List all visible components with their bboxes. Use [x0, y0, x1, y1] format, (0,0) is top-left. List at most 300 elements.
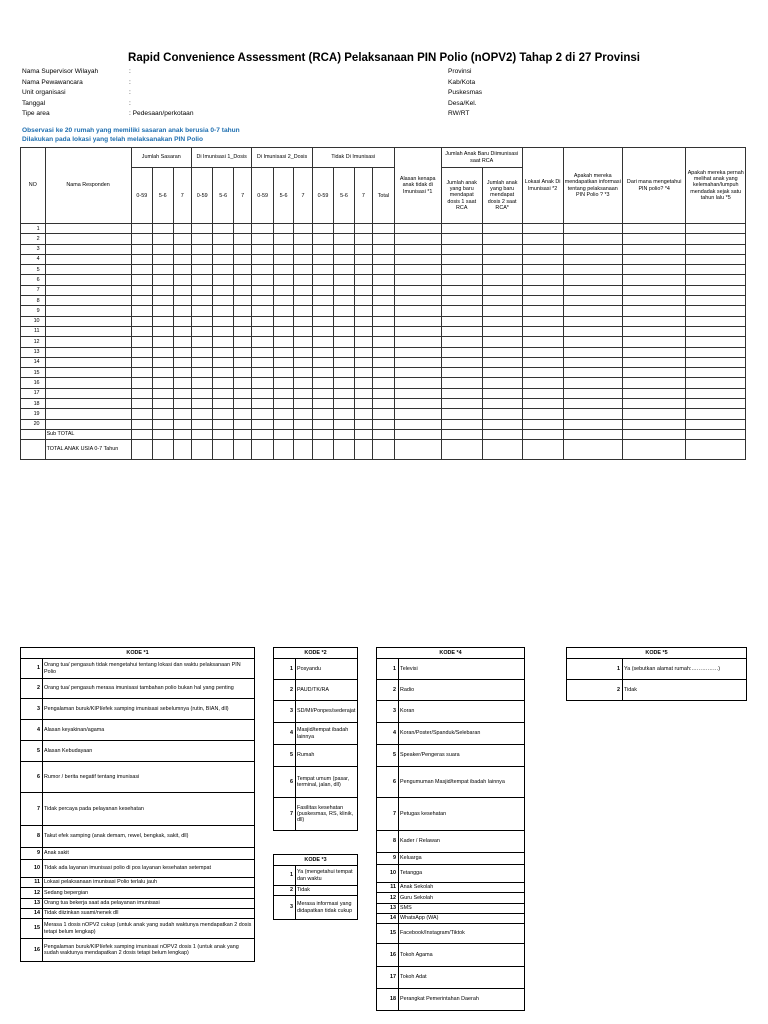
data-cell: [354, 337, 372, 347]
data-cell: [233, 275, 251, 285]
kode-item-text: Orang tua/ pengasuh tidak mengetahui tentang lokasi dan waktu pelaksanaan PIN Polio: [43, 659, 255, 679]
data-cell: [191, 306, 213, 316]
data-cell: [394, 439, 441, 459]
kode-item-text: Facebook/Instagram/Tiktok: [399, 924, 525, 944]
kode-item-text: Sedang bepergian: [43, 888, 255, 899]
data-cell: [294, 429, 312, 439]
data-cell: [441, 347, 482, 357]
data-cell: [45, 306, 131, 316]
data-cell: [294, 285, 312, 295]
data-cell: [252, 275, 274, 285]
data-cell: [213, 347, 233, 357]
table-row: [21, 357, 746, 367]
kode1-table: [20, 647, 255, 962]
data-cell: [394, 275, 441, 285]
data-cell: [354, 439, 372, 459]
data-cell: [153, 388, 173, 398]
data-cell: [233, 265, 251, 275]
data-cell: [131, 388, 153, 398]
data-cell: [686, 296, 746, 306]
data-cell: [354, 399, 372, 409]
kode-item-text: Takut efek samping (anak demam, rewel, bengkak, sakit, dll): [43, 826, 255, 848]
header-field-right: Desa/Kel.: [448, 99, 477, 107]
data-cell: [373, 296, 395, 306]
data-cell: [213, 399, 233, 409]
kode-item-row: [377, 914, 525, 924]
data-cell: [131, 254, 153, 264]
data-cell: [233, 296, 251, 306]
data-cell: [153, 275, 173, 285]
kode-item-row: [21, 899, 255, 909]
data-cell: [394, 326, 441, 336]
data-cell: [622, 306, 685, 316]
kode-item-row: [274, 767, 358, 798]
header-nama-responden: Nama Responden: [45, 148, 131, 224]
data-cell: [394, 419, 441, 429]
kode-item-row: [274, 659, 358, 680]
kode-item-row: [377, 659, 525, 680]
data-cell: [622, 265, 685, 275]
data-cell: [441, 378, 482, 388]
data-cell: [312, 347, 334, 357]
kode-item-text: Orang tua bekerja saat ada pelayanan imunisasi: [43, 899, 255, 909]
kode-item-row: [567, 659, 747, 680]
data-cell: [686, 285, 746, 295]
header-no: NO: [21, 148, 46, 224]
data-cell: [173, 388, 191, 398]
data-cell: [622, 275, 685, 285]
data-cell: [294, 368, 312, 378]
data-cell: [354, 296, 372, 306]
data-cell: [482, 316, 522, 326]
data-cell: [622, 409, 685, 419]
kode-title: KODE *2: [274, 648, 358, 659]
data-cell: [394, 368, 441, 378]
data-cell: [686, 265, 746, 275]
data-cell: [441, 409, 482, 419]
data-cell: [273, 254, 293, 264]
assessment-table: [20, 147, 746, 460]
header-baru-dosis2: Jumlah anak yang baru mendapat dosis 2 saat RCA*: [482, 168, 522, 224]
data-cell: [522, 316, 563, 326]
data-cell: [482, 347, 522, 357]
data-cell: [686, 388, 746, 398]
kode-item-text: Radio: [399, 680, 525, 701]
data-cell: [45, 275, 131, 285]
table-row: [21, 378, 746, 388]
data-cell: [191, 347, 213, 357]
data-cell: [131, 326, 153, 336]
kode-item-number: 2: [377, 680, 399, 701]
data-cell: [191, 419, 213, 429]
kode-item-number: 15: [377, 924, 399, 944]
data-cell: [233, 306, 251, 316]
data-cell: [153, 326, 173, 336]
kode-item-number: 7: [377, 798, 399, 831]
row-number: 15: [21, 368, 46, 378]
header-field-label: Nama Pewawancara: [22, 78, 83, 86]
kode-item-text: Koran: [399, 701, 525, 723]
header-field-right: Puskesmas: [448, 89, 483, 97]
data-cell: [153, 306, 173, 316]
data-cell: [373, 326, 395, 336]
data-cell: [294, 306, 312, 316]
data-cell: [273, 316, 293, 326]
data-cell: [294, 439, 312, 459]
header-field-value: :: [129, 68, 131, 75]
data-cell: [191, 429, 213, 439]
data-cell: [622, 244, 685, 254]
data-cell: [294, 316, 312, 326]
data-cell: [213, 316, 233, 326]
kode-item-row: [274, 701, 358, 723]
row-number: 4: [21, 254, 46, 264]
data-cell: [622, 326, 685, 336]
data-cell: [131, 378, 153, 388]
kode-item-text: WhatsApp (WA): [399, 914, 525, 924]
data-cell: [173, 357, 191, 367]
kode-item-number: 14: [377, 914, 399, 924]
data-cell: [622, 419, 685, 429]
data-cell: [252, 224, 274, 234]
header-field-row: [22, 78, 322, 89]
data-cell: [522, 419, 563, 429]
data-cell: [312, 285, 334, 295]
data-cell: [153, 244, 173, 254]
data-cell: [233, 316, 251, 326]
data-cell: [563, 244, 622, 254]
kode-item-text: Merasa informasi yang didapatkan tidak cukup: [296, 896, 358, 920]
table-row: [21, 244, 746, 254]
kode-item-number: 5: [377, 745, 399, 767]
data-cell: [294, 234, 312, 244]
data-cell: [482, 409, 522, 419]
data-cell: [354, 316, 372, 326]
data-cell: [622, 388, 685, 398]
data-cell: [563, 326, 622, 336]
data-cell: [131, 419, 153, 429]
kode-title: KODE *5: [567, 648, 747, 659]
data-cell: [334, 316, 354, 326]
data-cell: [563, 224, 622, 234]
data-cell: [563, 337, 622, 347]
header-field-value: : Pedesaan/perkotaan: [129, 110, 194, 118]
row-number: 18: [21, 399, 46, 409]
data-cell: [522, 368, 563, 378]
data-cell: [312, 388, 334, 398]
data-cell: [252, 254, 274, 264]
kode-item-row: [377, 893, 525, 904]
data-cell: [441, 357, 482, 367]
kode5-table: [566, 647, 747, 701]
data-cell: [153, 368, 173, 378]
data-cell: [213, 368, 233, 378]
data-cell: [334, 399, 354, 409]
table-row: [21, 326, 746, 336]
data-cell: [131, 296, 153, 306]
kode-item-text: Merasa 1 dosis nOPV2 cukup (untuk anak yang sudah waktunya mendapatkan 2 dosis tetapi belum lengkap): [43, 919, 255, 939]
data-cell: [686, 234, 746, 244]
data-cell: [131, 224, 153, 234]
data-cell: [153, 296, 173, 306]
data-cell: [394, 388, 441, 398]
table-row-subtotal: [21, 429, 746, 439]
data-cell: [334, 409, 354, 419]
kode-item-text: Keluarga: [399, 853, 525, 865]
data-cell: [45, 337, 131, 347]
table-row: [21, 265, 746, 275]
data-cell: [213, 224, 233, 234]
data-cell: [441, 254, 482, 264]
data-cell: [563, 254, 622, 264]
data-cell: [563, 409, 622, 419]
kode-item-number: 1: [567, 659, 623, 680]
data-cell: [45, 326, 131, 336]
data-cell: [131, 399, 153, 409]
kode-item-row: [377, 904, 525, 914]
kode-item-row: [274, 680, 358, 701]
data-cell: [373, 285, 395, 295]
header-field-value: :: [129, 89, 131, 97]
data-cell: [522, 326, 563, 336]
header-age-col: 0-59: [312, 170, 334, 224]
data-cell: [173, 326, 191, 336]
data-cell: [622, 254, 685, 264]
kode-item-number: 2: [21, 679, 43, 699]
subtotal-label: Sub TOTAL: [45, 429, 131, 439]
data-cell: [131, 234, 153, 244]
kode-item-text: Kader / Relawan: [399, 831, 525, 853]
data-cell: [191, 337, 213, 347]
row-number: 11: [21, 326, 46, 336]
data-cell: [394, 347, 441, 357]
data-cell: [173, 347, 191, 357]
header-dosis2: Di Imunisasi 2_Dosis: [252, 148, 312, 168]
data-cell: [213, 419, 233, 429]
data-cell: [622, 368, 685, 378]
data-cell: [334, 275, 354, 285]
data-cell: [373, 306, 395, 316]
kode-item-number: 1: [377, 659, 399, 680]
header-tidak-imunisasi: Tidak Di Imunisasi: [312, 148, 394, 168]
data-cell: [273, 244, 293, 254]
data-cell: [482, 296, 522, 306]
data-cell: [334, 357, 354, 367]
data-cell: [173, 275, 191, 285]
data-cell: [233, 419, 251, 429]
data-cell: [312, 368, 334, 378]
kode-item-text: Petugas kesehatan: [399, 798, 525, 831]
table-header-row: [21, 148, 746, 168]
data-cell: [373, 388, 395, 398]
kode-item-number: 8: [21, 826, 43, 848]
data-cell: [312, 244, 334, 254]
kode-item-number: 4: [21, 720, 43, 741]
data-cell: [294, 347, 312, 357]
data-cell: [373, 368, 395, 378]
total-spacer: [21, 439, 46, 459]
data-cell: [563, 296, 622, 306]
row-number: 10: [21, 316, 46, 326]
data-cell: [213, 296, 233, 306]
kode-item-number: 13: [377, 904, 399, 914]
kode4-table: [376, 647, 525, 1011]
row-number: 5: [21, 265, 46, 275]
data-cell: [191, 316, 213, 326]
data-cell: [622, 429, 685, 439]
kode-item-row: [377, 944, 525, 967]
data-cell: [252, 337, 274, 347]
header-age-col: 0-59: [191, 170, 213, 224]
data-cell: [294, 224, 312, 234]
data-cell: [45, 224, 131, 234]
row-number: 20: [21, 419, 46, 429]
data-cell: [191, 326, 213, 336]
kode-item-row: [21, 699, 255, 720]
data-cell: [213, 285, 233, 295]
data-cell: [252, 234, 274, 244]
data-cell: [213, 265, 233, 275]
kode-item-number: 16: [21, 939, 43, 962]
kode-item-number: 18: [377, 989, 399, 1011]
data-cell: [373, 429, 395, 439]
data-cell: [294, 357, 312, 367]
data-cell: [294, 326, 312, 336]
data-cell: [441, 296, 482, 306]
data-cell: [354, 275, 372, 285]
data-cell: [294, 388, 312, 398]
data-cell: [482, 326, 522, 336]
data-cell: [334, 368, 354, 378]
data-cell: [334, 265, 354, 275]
data-cell: [273, 285, 293, 295]
data-cell: [354, 409, 372, 419]
data-cell: [686, 337, 746, 347]
kode-item-row: [377, 831, 525, 853]
kode-item-number: 7: [274, 798, 296, 831]
kode-header-row: [567, 648, 747, 659]
data-cell: [373, 399, 395, 409]
data-cell: [373, 337, 395, 347]
data-cell: [312, 326, 334, 336]
kode-item-number: 1: [21, 659, 43, 679]
data-cell: [373, 254, 395, 264]
header-age-col: 7: [233, 170, 251, 224]
data-cell: [482, 306, 522, 316]
data-cell: [173, 409, 191, 419]
data-cell: [441, 224, 482, 234]
data-cell: [273, 234, 293, 244]
data-cell: [252, 347, 274, 357]
data-cell: [354, 378, 372, 388]
data-cell: [622, 378, 685, 388]
data-cell: [233, 439, 251, 459]
kode-item-number: 5: [21, 741, 43, 762]
table-row: [21, 224, 746, 234]
data-cell: [622, 439, 685, 459]
data-cell: [563, 234, 622, 244]
data-cell: [334, 244, 354, 254]
row-number: 17: [21, 388, 46, 398]
data-cell: [441, 337, 482, 347]
data-cell: [441, 275, 482, 285]
row-number: 19: [21, 409, 46, 419]
data-cell: [233, 357, 251, 367]
header-kelemahan: Apakah mereka pernah melihat anak yang kelemahan/lumpuh mendadak sejak satu tahun lalu *5: [686, 148, 746, 224]
data-cell: [482, 419, 522, 429]
data-cell: [191, 275, 213, 285]
data-cell: [373, 265, 395, 275]
data-cell: [294, 409, 312, 419]
data-cell: [482, 265, 522, 275]
data-cell: [686, 419, 746, 429]
data-cell: [686, 244, 746, 254]
data-cell: [354, 347, 372, 357]
data-cell: [354, 254, 372, 264]
kode-title: KODE *4: [377, 648, 525, 659]
data-cell: [131, 244, 153, 254]
data-cell: [153, 224, 173, 234]
data-cell: [312, 275, 334, 285]
table-row: [21, 296, 746, 306]
kode-item-row: [377, 924, 525, 944]
row-number: 12: [21, 337, 46, 347]
kode-item-number: 4: [377, 723, 399, 745]
data-cell: [233, 337, 251, 347]
data-cell: [294, 296, 312, 306]
data-cell: [686, 347, 746, 357]
data-cell: [563, 316, 622, 326]
data-cell: [153, 254, 173, 264]
data-cell: [213, 409, 233, 419]
data-cell: [153, 337, 173, 347]
data-cell: [153, 399, 173, 409]
kode-item-number: 1: [274, 659, 296, 680]
header-lokasi: Lokasi Anak Di Imunisasi *2: [522, 148, 563, 224]
data-cell: [45, 357, 131, 367]
data-cell: [482, 275, 522, 285]
data-cell: [354, 224, 372, 234]
table-row: [21, 275, 746, 285]
table-row: [21, 388, 746, 398]
data-cell: [252, 419, 274, 429]
data-cell: [273, 275, 293, 285]
data-cell: [191, 388, 213, 398]
kode-item-text: Guru Sekolah: [399, 893, 525, 904]
data-cell: [153, 419, 173, 429]
header-field-value: :: [129, 78, 131, 86]
header-age-col: 0-59: [131, 170, 153, 224]
data-cell: [252, 285, 274, 295]
data-cell: [334, 224, 354, 234]
kode-item-text: Tempat umum (pasar, terminal, jalan, dll): [296, 767, 358, 798]
header-age-col: 7: [173, 170, 191, 224]
header-field-label: Nama Supervisor Wilayah: [22, 68, 99, 75]
kode-item-number: 8: [377, 831, 399, 853]
data-cell: [131, 368, 153, 378]
data-cell: [252, 306, 274, 316]
data-cell: [334, 337, 354, 347]
data-cell: [312, 419, 334, 429]
kode-item-number: 10: [377, 865, 399, 883]
data-cell: [252, 439, 274, 459]
note-observasi: Observasi ke 20 rumah yang memiliki sasaran anak berusia 0-7 tahun: [22, 127, 240, 134]
data-cell: [563, 347, 622, 357]
kode-item-row: [21, 919, 255, 939]
data-cell: [131, 439, 153, 459]
data-cell: [686, 254, 746, 264]
data-cell: [45, 265, 131, 275]
